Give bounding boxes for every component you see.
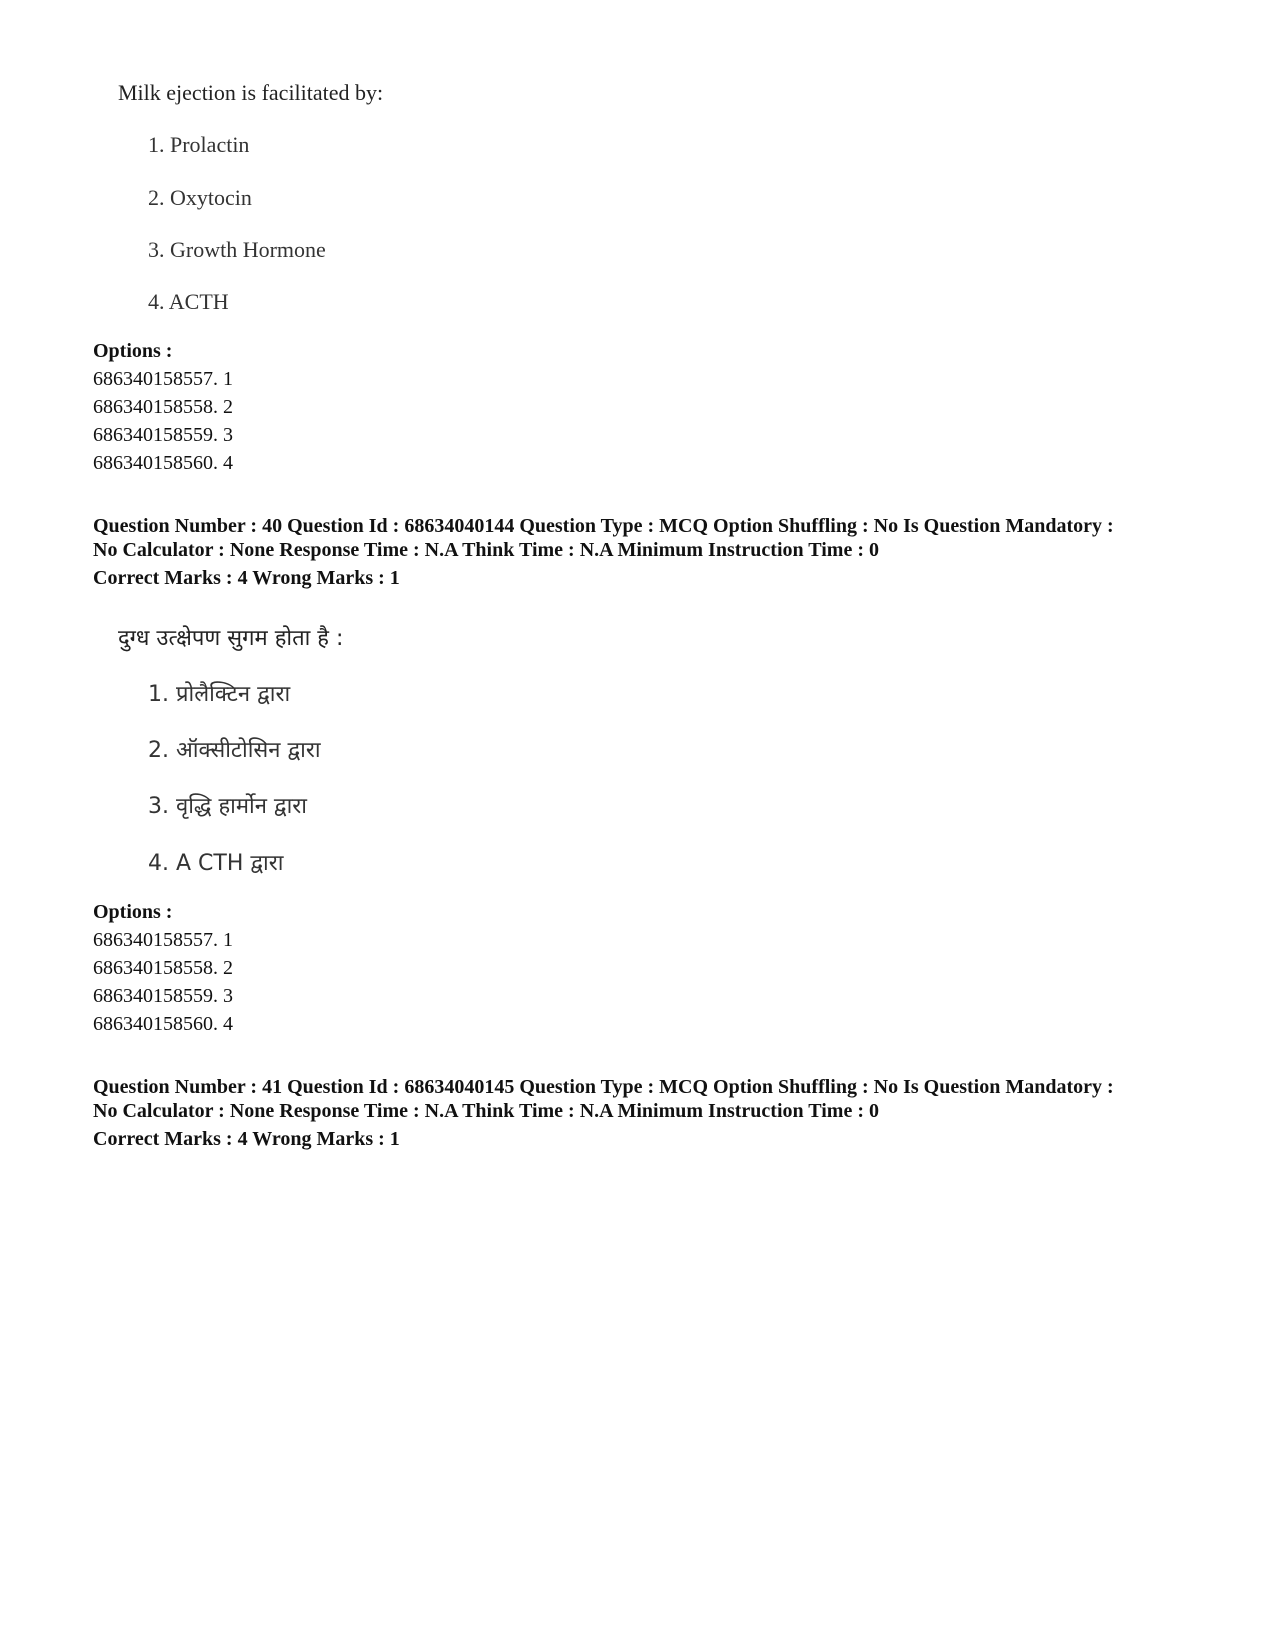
question-marks: Correct Marks : 4 Wrong Marks : 1: [93, 1128, 400, 1150]
question-meta: [93, 1075, 1203, 1123]
question-meta-line-1: Question Number : 41 Question Id : 68634040145 Question Type : MCQ Option Shuffling : No Is Question Mandatory :: [93, 1076, 1114, 1098]
question-meta-line-2: No Calculator : None Response Time : N.A Think Time : N.A Minimum Instruction Time : 0: [93, 539, 879, 561]
question-stem-english: Milk ejection is facilitated by:: [118, 80, 384, 105]
question-meta-line-1: Question Number : 40 Question Id : 68634040144 Question Type : MCQ Option Shuffling : No Is Question Mandatory :: [93, 515, 1114, 537]
question-marks: Correct Marks : 4 Wrong Marks : 1: [93, 567, 400, 589]
question-item-4-hindi: 4. A CTH द्वारा: [148, 851, 284, 876]
question-item-3: 3. Growth Hormone: [148, 237, 326, 262]
options-label: Options :: [93, 340, 173, 362]
option-2: 686340158558. 2: [93, 396, 233, 418]
question-stem-hindi: दुग्ध उत्क्षेपण सुगम होता है :: [118, 626, 344, 651]
option-2: 686340158558. 2: [93, 957, 233, 979]
options-label: Options :: [93, 901, 173, 923]
question-item-3-hindi: 3. वृद्धि हार्मोन द्वारा: [148, 794, 307, 819]
question-item-4: 4. ACTH: [148, 289, 229, 314]
option-1: 686340158557. 1: [93, 929, 233, 951]
question-item-1-hindi: 1. प्रोलैक्टिन द्वारा: [148, 682, 291, 707]
question-item-2: 2. Oxytocin: [148, 185, 252, 210]
option-3: 686340158559. 3: [93, 985, 233, 1007]
option-3: 686340158559. 3: [93, 424, 233, 446]
question-item-1: 1. Prolactin: [148, 132, 250, 157]
question-meta-line-2: No Calculator : None Response Time : N.A Think Time : N.A Minimum Instruction Time : 0: [93, 1100, 879, 1122]
question-meta: [93, 514, 1203, 562]
option-1: 686340158557. 1: [93, 368, 233, 390]
option-4: 686340158560. 4: [93, 452, 233, 474]
option-4: 686340158560. 4: [93, 1013, 233, 1035]
question-item-2-hindi: 2. ऑक्सीटोसिन द्वारा: [148, 738, 321, 763]
